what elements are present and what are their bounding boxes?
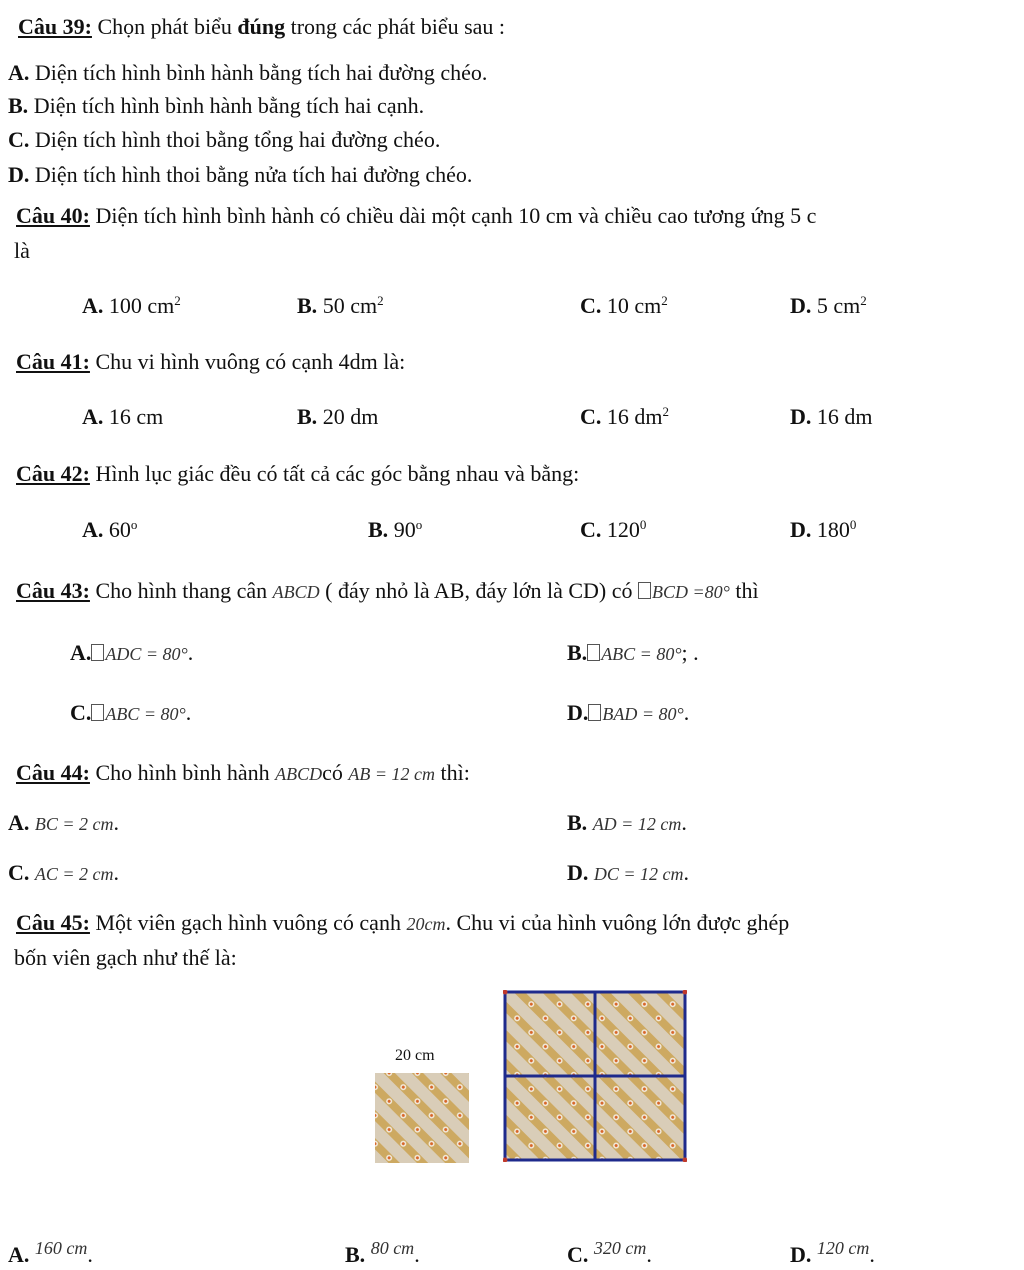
q45-option-b (345, 1238, 420, 1268)
q44-option-c (8, 860, 119, 886)
four-tiles-figure (503, 990, 687, 1162)
option-value: 80 cm (370, 1238, 415, 1258)
option-tail: . (646, 1242, 652, 1267)
option-value: 160 cm (34, 1238, 88, 1258)
option-value: ADC = 80° (105, 644, 188, 664)
question-44-text1: Cho hình bình hành (89, 760, 276, 785)
option-sup: 2 (661, 293, 668, 308)
q42-option-d (790, 517, 856, 543)
option-key: A. (82, 517, 104, 542)
option-value: ABC = 80° (105, 704, 186, 724)
option-sup: o (415, 517, 423, 532)
q41-option-b (297, 404, 378, 430)
option-key: B. (297, 404, 318, 429)
q45-option-d (790, 1238, 875, 1268)
q39-option-c (8, 127, 440, 153)
option-sup: 2 (662, 404, 670, 419)
question-42-label: Câu 42: (16, 461, 90, 486)
option-tail: . (87, 1242, 93, 1267)
option-value: BAD = 80° (602, 704, 684, 724)
option-value: 90 (393, 517, 416, 542)
option-value: 120 (606, 517, 640, 542)
option-key: A. (8, 810, 30, 835)
option-tail: . (113, 810, 120, 835)
option-key: B. (368, 517, 389, 542)
option-key: B. (567, 640, 588, 665)
q39-option-d (8, 162, 472, 188)
question-44-math1: ABCD (275, 764, 323, 784)
option-value: 120 cm (816, 1238, 870, 1258)
option-value: 20 dm (322, 404, 379, 429)
q41-option-c (580, 404, 669, 430)
option-tail: . (414, 1242, 420, 1267)
question-45-text2: . Chu vi của hình vuông lớn được ghép (445, 910, 790, 935)
q40-option-c (580, 293, 668, 319)
angle-symbol-icon (91, 704, 104, 721)
question-41 (16, 349, 405, 375)
question-45-text3: bốn viên gạch như thế là: (14, 945, 237, 970)
option-value: 180 (816, 517, 850, 542)
q39-option-b (8, 93, 424, 119)
option-key: A. (82, 404, 104, 429)
option-text: Diện tích hình thoi bằng nửa tích hai đường chéo. (29, 162, 473, 187)
option-key: A. (8, 1242, 30, 1267)
q42-option-a (82, 517, 137, 543)
option-value: 60 (108, 517, 131, 542)
option-key: B. (567, 810, 588, 835)
question-39-text-pre: Chọn phát biểu (91, 14, 238, 39)
question-45-text1: Một viên gạch hình vuông có cạnh (89, 910, 407, 935)
question-43-math1: ABCD (272, 582, 320, 602)
question-40-text: Diện tích hình bình hành có chiều dài một cạnh 10 cm và chiều cao tương ứng 5 c (89, 203, 817, 228)
question-41-text: Chu vi hình vuông có cạnh 4dm là: (89, 349, 406, 374)
option-value: 50 cm (322, 293, 378, 318)
option-text: Diện tích hình bình hành bằng tích hai đường chéo. (29, 60, 488, 85)
question-40-text2: là (14, 238, 30, 263)
option-value: DC = 12 cm (593, 864, 684, 884)
option-text: Diện tích hình bình hành bằng tích hai cạnh. (28, 93, 425, 118)
q43-option-a (70, 640, 193, 666)
option-key: B. (8, 93, 29, 118)
option-value: AD = 12 cm (592, 814, 682, 834)
q43-option-c (70, 700, 191, 726)
option-key: B. (345, 1242, 366, 1267)
question-44-math2: AB = 12 cm (348, 764, 436, 784)
option-key: C. (567, 1242, 589, 1267)
question-45-label: Câu 45: (16, 910, 90, 935)
question-43-text3: thì (729, 578, 759, 603)
q40-option-b (297, 293, 384, 319)
option-tail: ; . (681, 640, 699, 665)
question-42 (16, 461, 579, 487)
question-44-text2: có (322, 760, 349, 785)
q44-option-b (567, 810, 687, 836)
q39-option-a (8, 60, 487, 86)
option-value: 100 cm (108, 293, 175, 318)
q45-option-a (8, 1238, 93, 1268)
question-40 (16, 203, 1024, 229)
question-39-text-bold: đúng (237, 14, 286, 39)
q42-option-b (368, 517, 422, 543)
option-text: Diện tích hình thoi bằng tổng hai đường chéo. (29, 127, 441, 152)
option-key: C. (8, 127, 30, 152)
q40-option-a (82, 293, 181, 319)
q44-option-a (8, 810, 119, 836)
option-tail: . (869, 1242, 875, 1267)
option-key: D. (567, 700, 589, 725)
option-sup: 0 (639, 517, 647, 532)
q44-option-d (567, 860, 689, 886)
option-tail: . (187, 640, 194, 665)
question-43-label: Câu 43: (16, 578, 90, 603)
angle-symbol-icon (91, 644, 104, 661)
question-45-math1: 20cm (406, 914, 446, 934)
option-key: A. (70, 640, 92, 665)
question-45 (16, 910, 1024, 936)
option-key: C. (580, 404, 602, 429)
angle-symbol-icon (587, 644, 600, 661)
question-42-text: Hình lục giác đều có tất cả các góc bằng nhau và bằng: (89, 461, 580, 486)
option-value: 10 cm (606, 293, 662, 318)
option-tail: . (683, 700, 690, 725)
question-39-label: Câu 39: (18, 14, 92, 39)
option-key: D. (790, 517, 812, 542)
question-43-math2: BCD =80° (652, 582, 730, 602)
tile-square (375, 1073, 469, 1163)
option-sup: 2 (377, 293, 384, 308)
option-sup: 2 (860, 293, 867, 308)
option-key: D. (790, 404, 812, 429)
q42-option-c (580, 517, 646, 543)
question-44 (16, 760, 470, 786)
question-44-text3: thì: (435, 760, 470, 785)
question-43-text1: Cho hình thang cân (89, 578, 273, 603)
option-key: C. (70, 700, 92, 725)
option-value: 16 cm (108, 404, 164, 429)
option-key: C. (580, 293, 602, 318)
single-tile-figure (375, 1073, 469, 1163)
option-key: D. (567, 860, 589, 885)
question-44-label: Câu 44: (16, 760, 90, 785)
option-tail: . (185, 700, 192, 725)
angle-symbol-icon (638, 582, 651, 599)
question-41-label: Câu 41: (16, 349, 90, 374)
option-key: D. (790, 293, 812, 318)
option-value: AC = 2 cm (34, 864, 114, 884)
q41-option-a (82, 404, 163, 430)
option-sup: o (130, 517, 138, 532)
q41-option-d (790, 404, 873, 430)
option-key: C. (8, 860, 30, 885)
q45-option-c (567, 1238, 652, 1268)
question-43-text2: ( đáy nhỏ là AB, đáy lớn là CD) có (319, 578, 639, 603)
option-tail: . (113, 860, 120, 885)
option-value: 5 cm (816, 293, 861, 318)
option-value: 320 cm (593, 1238, 647, 1258)
option-sup: 2 (174, 293, 181, 308)
option-sup: 0 (849, 517, 857, 532)
option-key: D. (8, 162, 30, 187)
option-value: BC = 2 cm (34, 814, 114, 834)
q43-option-d (567, 700, 689, 726)
tile-size-label: 20 cm (395, 1047, 435, 1064)
option-key: A. (8, 60, 30, 85)
option-key: B. (297, 293, 318, 318)
option-key: A. (82, 293, 104, 318)
option-tail: . (683, 860, 690, 885)
angle-symbol-icon (588, 704, 601, 721)
option-key: C. (580, 517, 602, 542)
option-tail: . (681, 810, 687, 835)
question-43 (16, 578, 759, 604)
q40-option-d (790, 293, 867, 319)
option-key: D. (790, 1242, 812, 1267)
option-value: 16 dm (816, 404, 873, 429)
option-value: ABC = 80° (601, 644, 682, 664)
q43-option-b (567, 640, 699, 666)
question-39-text-post: trong các phát biểu sau : (285, 14, 506, 39)
question-39 (18, 14, 505, 40)
question-40-label: Câu 40: (16, 203, 90, 228)
option-value: 16 dm (606, 404, 663, 429)
